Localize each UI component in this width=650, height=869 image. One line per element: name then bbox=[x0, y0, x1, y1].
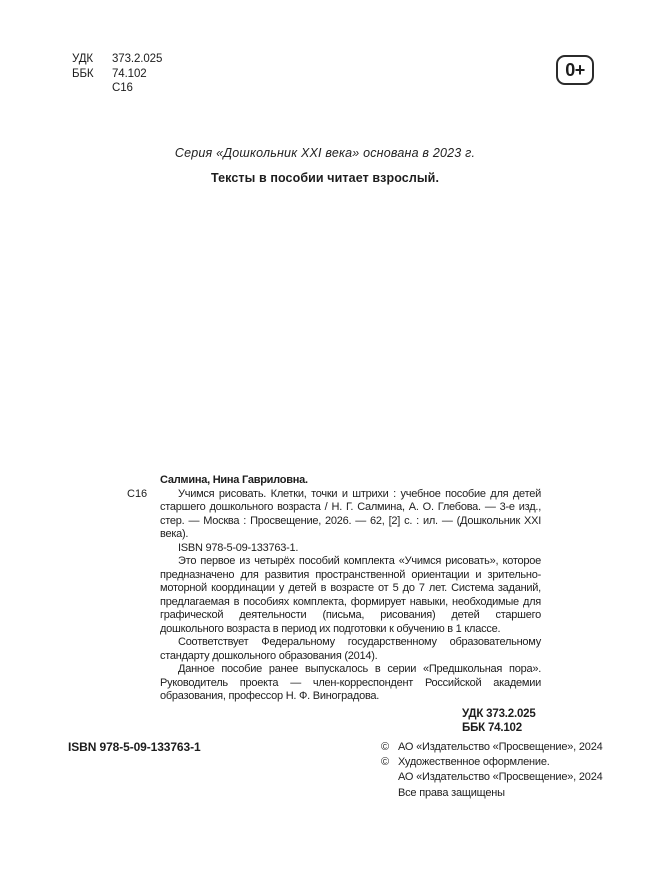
copyright-mark bbox=[381, 786, 398, 801]
series-note: Серия «Дошкольник XXI века» основана в 2023 г. bbox=[174, 146, 476, 160]
copyright-line bbox=[381, 786, 621, 801]
copyright-text: Художественное оформление. bbox=[398, 756, 550, 769]
author-sign: С16 bbox=[127, 487, 148, 500]
catalog-entry bbox=[127, 487, 541, 542]
copyright-mark: © bbox=[381, 756, 389, 769]
author-sign-top: С16 bbox=[112, 82, 133, 94]
copyright-line bbox=[381, 755, 621, 770]
annotation-paragraph-1: Это первое из четырёх пособий комплекта «Учимся рисовать», которое предназначено для развития пространственной ориентации и зрительно-моторной координации у детей в возрасте от 5 до 7 лет. Система заданий, предлагаемая в пособиях комплекта, формирует навыки, необходимые для графической деятельности (письма, рисования) детей старшего дошкольного возраста в период их подготовки к обучению в 1 классе. bbox=[160, 555, 541, 635]
copyright-text: АО «Издательство «Просвещение», 2024 bbox=[398, 741, 603, 753]
copyright-mark bbox=[381, 770, 398, 785]
age-rating-badge bbox=[556, 55, 594, 85]
udk-value: 373.2.025 bbox=[112, 53, 163, 65]
copyright-mark: © bbox=[381, 741, 389, 753]
copyright-line bbox=[381, 740, 621, 755]
age-rating-label: 0+ bbox=[565, 59, 585, 80]
reader-note: Тексты в пособии читает взрослый. bbox=[210, 171, 440, 185]
bibliographic-codes-bottom bbox=[462, 707, 541, 736]
bibliographic-codes-top bbox=[72, 52, 162, 96]
copyright-line bbox=[381, 770, 621, 785]
copyright-text: АО «Издательство «Просвещение», 2024 bbox=[398, 771, 603, 784]
empty-cell bbox=[72, 81, 102, 96]
catalog-author: Салмина, Нина Гавриловна. bbox=[160, 474, 308, 486]
catalog-isbn-line: ISBN 978-5-09-133763-1. bbox=[178, 541, 299, 554]
annotation-paragraph-3: Данное пособие ранее выпускалось в серии «Предшкольная пора». Руководитель проекта — член-корреспондент Российской академии образования, профессор Н. Ф. Виноградова. bbox=[160, 663, 541, 702]
bbk-label: ББК bbox=[72, 67, 94, 80]
catalog-entry-text: Учимся рисовать. Клетки, точки и штрихи : учебное пособие для детей старшего дошкольного возраста / Н. Г. Салмина, А. О. Глебова. — 3-е изд., стер. — Москва : Просвещение, 2026. — 62, [2] с. : ил. — (Дошкольник XXI века). bbox=[160, 487, 541, 540]
catalog-card bbox=[127, 474, 541, 736]
footer-isbn: ISBN 978-5-09-133763-1 bbox=[68, 740, 201, 754]
copyright-block bbox=[381, 740, 621, 801]
bbk-value: 74.102 bbox=[112, 67, 147, 80]
copyright-text: Все права защищены bbox=[398, 786, 505, 799]
bbk-footer: ББК 74.102 bbox=[462, 722, 522, 734]
udk-label: УДК bbox=[72, 53, 93, 65]
annotation-paragraph-2: Соответствует Федеральному государственному образовательному стандарту дошкольного образования (2014). bbox=[160, 636, 541, 662]
udk-footer: УДК 373.2.025 bbox=[462, 707, 536, 720]
